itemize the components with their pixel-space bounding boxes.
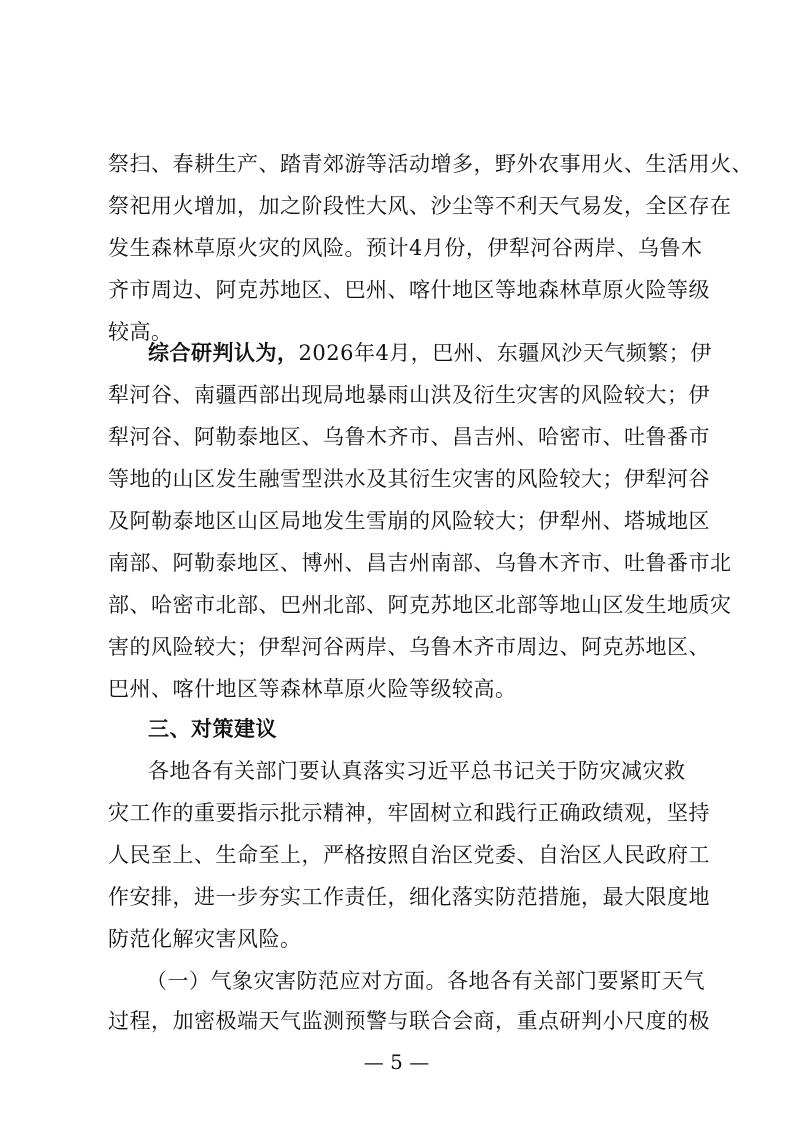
assessment-lead: 综合研判认为， (148, 341, 299, 365)
body-text-line: 作安排，进一步夯实工作责任，细化落实防范措施，最大限度地 (108, 885, 710, 909)
body-text-line: 部、哈密市北部、巴州北部、阿克苏地区北部等地山区发生地质灾 (108, 593, 732, 617)
body-text-line: 人民至上、生命至上，严格按照自治区党委、自治区人民政府工 (108, 843, 710, 867)
body-text-line: 灾工作的重要指示批示精神，牢固树立和践行正确政绩观，坚持 (108, 801, 710, 825)
body-text-line: 等地的山区发生融雪型洪水及其衍生灾害的风险较大；伊犁河谷 (108, 467, 710, 491)
body-text-line: 害的风险较大；伊犁河谷两岸、乌鲁木齐市周边、阿克苏地区、 (108, 635, 710, 659)
assessment-first-text: 2026年4月，巴州、东疆风沙天气频繁；伊 (298, 341, 712, 365)
assessment-first-line (148, 332, 712, 374)
section-heading: 三、对策建议 (148, 717, 277, 741)
body-text-line: 齐市周边、阿克苏地区、巴州、喀什地区等地森林草原火险等级 (108, 278, 710, 302)
body-text-line: 防范化解灾害风险。 (108, 927, 302, 951)
body-text-line: 犁河谷、南疆西部出现局地暴雨山洪及衍生灾害的风险较大；伊 (108, 383, 710, 407)
body-text-line: 犁河谷、阿勒泰地区、乌鲁木齐市、昌吉州、哈密市、吐鲁番市 (108, 425, 710, 449)
body-text-line: 较高。 (108, 320, 173, 344)
body-text-line: （一）气象灾害防范应对方面。各地各有关部门要紧盯天气 (146, 969, 705, 993)
body-text-line: 南部、阿勒泰地区、博州、昌吉州南部、乌鲁木齐市、吐鲁番市北 (108, 551, 732, 575)
body-text-line: 发生森林草原火灾的风险。预计4月份，伊犁河谷两岸、乌鲁木 (108, 236, 703, 260)
page-number: — 5 — (363, 1050, 430, 1074)
body-text-line: 祭祀用火增加，加之阶段性大风、沙尘等不利天气易发，全区存在 (108, 194, 732, 218)
body-text-line: 各地各有关部门要认真落实习近平总书记关于防灾减灾救 (148, 759, 686, 783)
body-text-line: 巴州、喀什地区等森林草原火险等级较高。 (108, 677, 517, 701)
body-text-line: 及阿勒泰地区山区局地发生雪崩的风险较大；伊犁州、塔城地区 (108, 509, 710, 533)
body-text-line: 祭扫、春耕生产、踏青郊游等活动增多，野外农事用火、生活用火、 (108, 152, 753, 176)
body-text-line: 过程，加密极端天气监测预警与联合会商，重点研判小尺度的极 (108, 1009, 710, 1033)
